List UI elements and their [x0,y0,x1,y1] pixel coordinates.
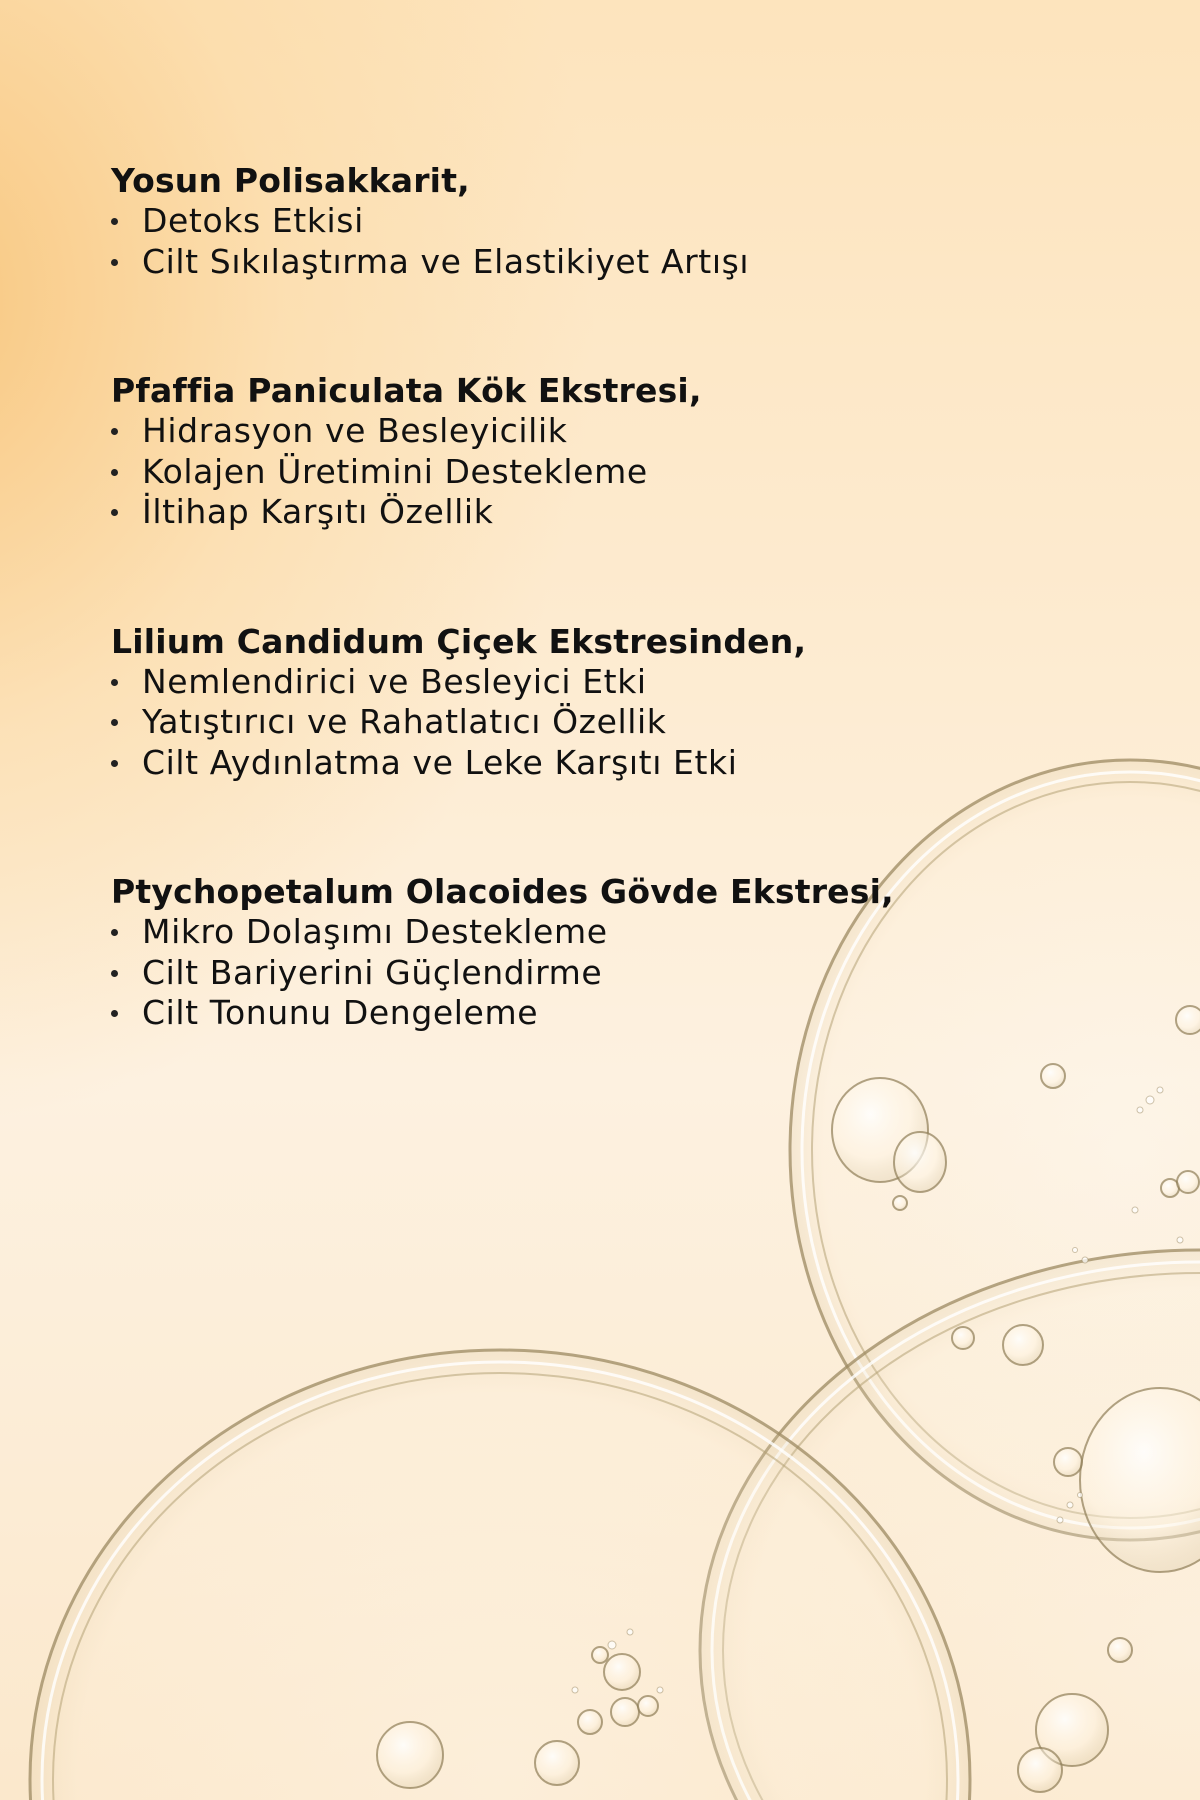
benefit-label: Mikro Dolaşımı Destekleme [142,912,608,951]
benefit-item [111,953,1011,994]
bullet-icon [111,509,118,516]
ingredient-list [111,160,1011,1034]
benefit-label: İltihap Karşıtı Özellik [142,492,494,531]
benefit-label: Kolajen Üretimini Destekleme [142,451,648,491]
benefit-list [111,411,1011,533]
benefit-item [111,702,1011,743]
bullet-icon [111,760,118,767]
benefit-item [111,993,1011,1034]
benefit-item [111,662,1011,703]
bullet-icon [111,929,118,936]
benefit-label: Detoks Etkisi [142,201,364,240]
bullet-icon [111,970,118,977]
ingredient-section [111,160,1011,282]
bullet-icon [111,259,118,266]
benefit-item [111,452,1011,493]
benefit-label: Cilt Tonunu Dengeleme [142,993,539,1032]
benefit-item [111,411,1011,452]
ingredient-title: Pfaffia Paniculata Kök Ekstresi, [111,371,702,410]
bullet-icon [111,218,118,225]
benefit-item [111,492,1011,533]
bullet-icon [111,428,118,435]
bullet-icon [111,719,118,726]
benefit-list [111,912,1011,1034]
benefit-label: Cilt Sıkılaştırma ve Elastikiyet Artışı [142,241,750,281]
ingredient-section [111,621,1011,784]
bullet-icon [111,679,118,686]
benefit-item [111,743,1011,784]
bullet-icon [111,1010,118,1017]
benefit-label: Cilt Bariyerini Güçlendirme [142,952,603,992]
benefit-item [111,242,1011,283]
ingredient-title: Lilium Candidum Çiçek Ekstresinden, [111,621,807,661]
benefit-list [111,201,1011,282]
benefit-list [111,662,1011,784]
ingredient-title: Yosun Polisakkarit, [111,161,470,200]
benefit-item [111,912,1011,953]
ingredient-section [111,871,1011,1034]
ingredient-section [111,370,1011,533]
benefit-label: Yatıştırıcı ve Rahatlatıcı Özellik [142,702,667,741]
bullet-icon [111,469,118,476]
benefit-label: Hidrasyon ve Besleyicilik [142,411,568,450]
benefit-label: Cilt Aydınlatma ve Leke Karşıtı Etki [142,742,738,782]
benefit-item [111,201,1011,242]
benefit-label: Nemlendirici ve Besleyici Etki [142,661,647,701]
ingredient-title: Ptychopetalum Olacoides Gövde Ekstresi, [111,872,894,911]
